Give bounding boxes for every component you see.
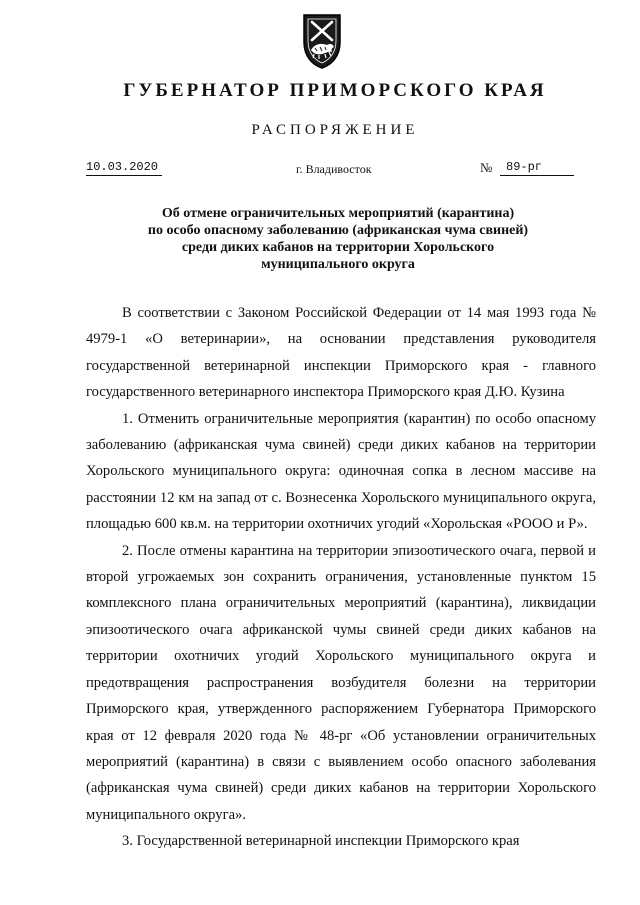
document-date: 10.03.2020 [86, 160, 162, 176]
item-3-paragraph: 3. Государственной ветеринарной инспекции Приморского края [122, 833, 520, 850]
document-heading [100, 205, 576, 273]
heading-line: по особо опасному заболеванию (африканская чума свиней) [147, 223, 529, 238]
coat-of-arms-icon [300, 12, 344, 70]
document-number: 89-рг [500, 160, 574, 176]
heading-line: муниципального округа [261, 257, 415, 272]
heading-line: среди диких кабанов на территории Хорольского [181, 240, 495, 255]
authority-title: ГУБЕРНАТОР ПРИМОРСКОГО КРАЯ [123, 80, 547, 101]
document-type: РАСПОРЯЖЕНИЕ [251, 122, 419, 138]
item-2-paragraph: 2. После отмены карантина на территории эпизоотического очага, первой и второй угрожаемых зон сохранить ограничения, установленные пунктом 15 комплексного плана ограничительных мероприятий (карантина), ликвидации эпизоотического очага африканской чумы свиней среди диких кабанов на территории охотничих угодий Хорольского муниципального округа и предотвращения распространения возбудителя болезни на территории Приморского края, утвержденного распоряжением Губернатора Приморского края от 12 февраля 2020 года № 48-рг «Об установлении ограничительных мероприятий (карантина) в связи с выявлением особо опасного заболевания (африканская чума свиней) среди диких кабанов на территории Хорольского муниципального округа». [86, 542, 596, 823]
number-label: № [480, 160, 493, 175]
intro-paragraph: В соответствии с Законом Российской Федерации от 14 мая 1993 года № 4979-1 «О ветеринарии», на основании представления руководителя государственной ветеринарной инспекции Приморского края - главного государственного ветеринарного инспектора Приморского края Д.Ю. Кузина [86, 305, 596, 401]
document-city: г. Владивосток [296, 162, 372, 176]
item-1-paragraph: 1. Отменить ограничительные мероприятия (карантин) по особо опасному заболеванию (африканская чума свиней) среди диких кабанов на территории Хорольского муниципального округа: одиночная сопка в лесном массиве на расстоянии 12 км на запад от с. Вознесенка Хорольского муниципального округа, площадью 600 кв.м. на территории охотничих угодий «Хорольская «РООО и Р». [86, 410, 596, 533]
heading-line: Об отмене ограничительных мероприятий (карантина) [161, 206, 515, 221]
document-body [86, 300, 596, 855]
